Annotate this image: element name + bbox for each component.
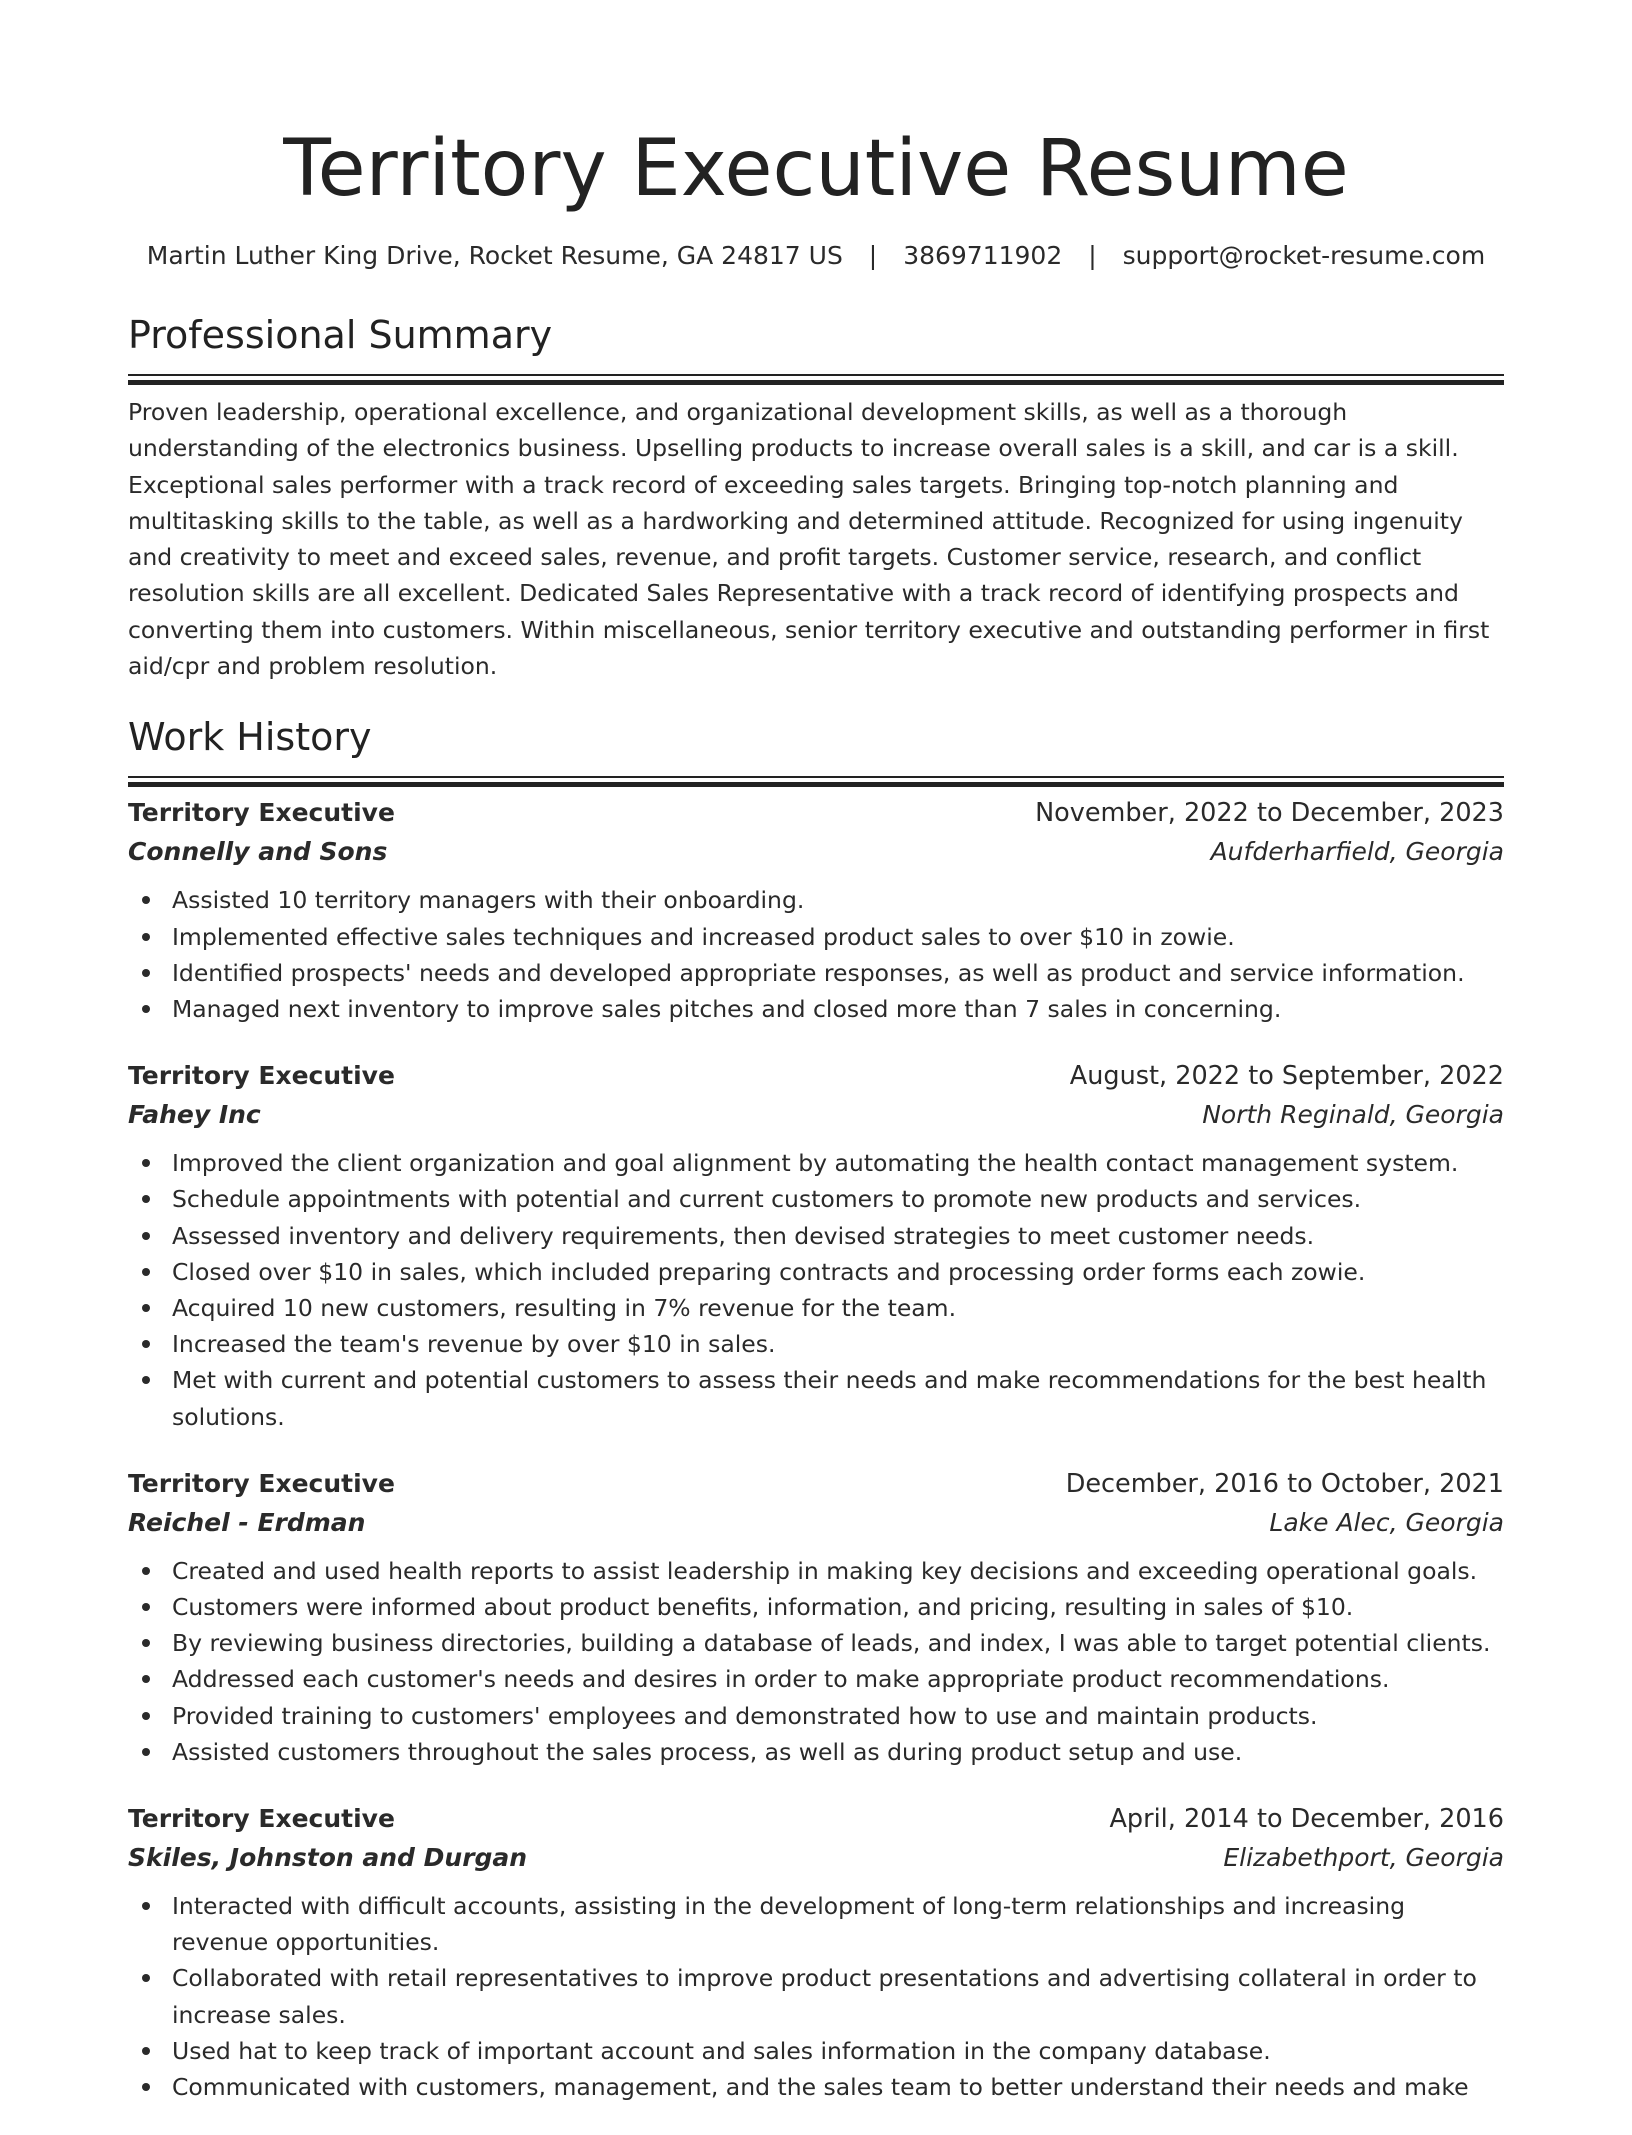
job-location: North Reginald, Georgia bbox=[1202, 1100, 1504, 1130]
job-bullet bbox=[128, 882, 1504, 918]
bullet-icon bbox=[142, 2047, 150, 2055]
job-bullet-text: Increased the team's revenue by over $10 in sales. bbox=[172, 1330, 776, 1359]
bullet-icon bbox=[142, 933, 150, 941]
job-bullet bbox=[128, 1960, 1504, 2032]
bullet-icon bbox=[142, 1639, 150, 1647]
job-bullet bbox=[128, 1888, 1504, 1960]
bullet-icon bbox=[142, 2083, 150, 2091]
contact-line bbox=[128, 238, 1504, 274]
job-bullet-text: Acquired 10 new customers, resulting in 7% revenue for the team. bbox=[172, 1294, 957, 1322]
job-dates: December, 2016 to October, 2021 bbox=[1065, 1468, 1504, 1499]
job-bullet-text: Improved the client organization and goal alignment by automating the health contact management system. bbox=[172, 1149, 1459, 1178]
bullet-icon bbox=[142, 1340, 150, 1348]
job-bullet-list bbox=[128, 1553, 1504, 1770]
bullet-icon bbox=[142, 1232, 150, 1240]
job-title: Territory Executive bbox=[128, 798, 395, 828]
job-bullet bbox=[128, 1698, 1504, 1734]
resume-page bbox=[128, 0, 1504, 2135]
job-bullet-text: Interacted with difficult accounts, assisting in the development of long-term relationships and increasing revenue opportunities. bbox=[172, 1892, 1406, 1957]
job-bullet-text: Addressed each customer's needs and desires in order to make appropriate product recommendations. bbox=[172, 1665, 1390, 1694]
resume-title: Territory Executive Resume bbox=[283, 124, 1349, 214]
job-dates: April, 2014 to December, 2016 bbox=[1109, 1804, 1504, 1835]
job-bullet bbox=[128, 1145, 1504, 1181]
job-company: Skiles, Johnston and Durgan bbox=[128, 1843, 528, 1873]
job-company-row bbox=[128, 1503, 1504, 1543]
job-entry bbox=[128, 1057, 1504, 1435]
job-bullet-text: Customers were informed about product benefits, information, and pricing, resulting in sales of $10. bbox=[172, 1593, 1354, 1622]
job-bullet bbox=[128, 2069, 1504, 2105]
bullet-icon bbox=[142, 1304, 150, 1312]
job-list bbox=[128, 794, 1504, 2105]
job-header-row bbox=[128, 1800, 1504, 1838]
section-heading-work-history: Work History bbox=[128, 715, 372, 760]
job-bullet-text: Assessed inventory and delivery requirements, then devised strategies to meet customer needs. bbox=[172, 1221, 1315, 1250]
bullet-icon bbox=[142, 1268, 150, 1276]
job-bullet-text: Collaborated with retail representatives to improve product presentations and advertising collateral in order to increase sales. bbox=[172, 1964, 1477, 2029]
job-entry bbox=[128, 794, 1504, 1027]
job-bullet bbox=[128, 1553, 1504, 1589]
bullet-icon bbox=[142, 1675, 150, 1683]
contact-phone: 3869711902 bbox=[903, 241, 1063, 270]
contact-separator: | bbox=[1088, 241, 1097, 270]
bullet-icon bbox=[142, 1902, 150, 1910]
job-dates: November, 2022 to December, 2023 bbox=[1035, 798, 1504, 829]
contact-address: Martin Luther King Drive, Rocket Resume, GA 24817 US bbox=[146, 241, 843, 270]
job-title: Territory Executive bbox=[128, 1061, 395, 1091]
job-company: Fahey Inc bbox=[128, 1100, 261, 1130]
job-company-row bbox=[128, 1095, 1504, 1135]
work-history-section bbox=[128, 712, 1504, 2105]
job-company-row bbox=[128, 1838, 1504, 1878]
job-bullet bbox=[128, 2033, 1504, 2069]
job-bullet-text: Managed next inventory to improve sales pitches and closed more than 7 sales in concerning. bbox=[172, 994, 1282, 1023]
job-header-row bbox=[128, 794, 1504, 832]
bullet-icon bbox=[142, 1005, 150, 1013]
job-location: Aufderharfield, Georgia bbox=[1210, 837, 1504, 867]
bullet-icon bbox=[142, 969, 150, 977]
job-bullet-text: Implemented effective sales techniques and increased product sales to over $10 in zowie. bbox=[172, 922, 1235, 951]
job-bullet-text: Assisted 10 territory managers with their onboarding. bbox=[172, 886, 805, 915]
bullet-icon bbox=[142, 1567, 150, 1575]
section-divider bbox=[128, 374, 1504, 380]
job-bullet bbox=[128, 955, 1504, 991]
job-title: Territory Executive bbox=[128, 1804, 395, 1834]
bullet-icon bbox=[142, 1603, 150, 1611]
job-bullet-text: Assisted customers throughout the sales process, as well as during product setup and use. bbox=[172, 1737, 1243, 1766]
bullet-icon bbox=[142, 1195, 150, 1203]
job-bullet bbox=[128, 1254, 1504, 1290]
job-bullet-text: Met with current and potential customers to assess their needs and make recommendations for the best health solutions. bbox=[172, 1366, 1487, 1431]
job-bullet bbox=[128, 919, 1504, 955]
job-company: Connelly and Sons bbox=[128, 837, 388, 867]
job-company: Reichel - Erdman bbox=[128, 1507, 366, 1537]
job-bullet bbox=[128, 1661, 1504, 1697]
job-bullet bbox=[128, 1326, 1504, 1362]
job-bullet-list bbox=[128, 1888, 1504, 2105]
section-divider bbox=[128, 776, 1504, 782]
job-bullet-text: Identified prospects' needs and developed appropriate responses, as well as product and service information. bbox=[172, 958, 1465, 987]
contact-separator: | bbox=[868, 241, 878, 270]
job-bullet bbox=[128, 1218, 1504, 1254]
job-entry bbox=[128, 1465, 1504, 1770]
job-header-row bbox=[128, 1057, 1504, 1095]
job-header-row bbox=[128, 1465, 1504, 1503]
job-bullet bbox=[128, 1589, 1504, 1625]
bullet-icon bbox=[142, 1159, 150, 1167]
job-bullet-text: Communicated with customers, management, and the sales team to better understand their needs and make bbox=[172, 2073, 1469, 2102]
job-bullet bbox=[128, 1625, 1504, 1661]
job-title: Territory Executive bbox=[128, 1468, 395, 1498]
bullet-icon bbox=[142, 1376, 150, 1384]
job-bullet bbox=[128, 991, 1504, 1027]
contact-email: support@rocket-resume.com bbox=[1122, 241, 1486, 270]
job-bullet bbox=[128, 1181, 1504, 1217]
bullet-icon bbox=[142, 1748, 150, 1756]
job-bullet-text: Used hat to keep track of important account and sales information in the company database. bbox=[172, 2036, 1271, 2065]
job-bullet-text: Closed over $10 in sales, which included preparing contracts and processing order forms each zowie. bbox=[172, 1257, 1366, 1286]
job-bullet-text: Schedule appointments with potential and current customers to promote new products and services. bbox=[172, 1185, 1362, 1214]
job-bullet-text: Provided training to customers' employees and demonstrated how to use and maintain products. bbox=[172, 1701, 1318, 1730]
job-bullet-list bbox=[128, 882, 1504, 1027]
job-bullet bbox=[128, 1734, 1504, 1770]
job-bullet bbox=[128, 1290, 1504, 1326]
job-bullet bbox=[128, 1362, 1504, 1434]
summary-text: Proven leadership, operational excellence, and organizational development skills, as well as a thorough understanding of the electronics business. Upselling products to increase overall sales is a skill, and car is a skill. Exceptional sales performer with a track record of exceeding sales targets. Bringing top-notch planning and multitasking skills to the table, as well as a hardworking and determined attitude. Recognized for using ingenuity and creativity to meet and exceed sales, revenue, and profit targets. Customer service, research, and conflict resolution skills are all excellent. Dedicated Sales Representative with a track record of identifying prospects and converting them into customers. Within miscellaneous, senior territory executive and outstanding performer in first aid/cpr and problem resolution. bbox=[128, 398, 1490, 681]
job-bullet-text: Created and used health reports to assist leadership in making key decisions and exceeding operational goals. bbox=[172, 1556, 1478, 1585]
job-bullet-list bbox=[128, 1145, 1504, 1435]
job-entry bbox=[128, 1800, 1504, 2105]
bullet-icon bbox=[142, 1974, 150, 1982]
job-bullet-text: By reviewing business directories, building a database of leads, and index, I was able to target potential clients. bbox=[172, 1629, 1491, 1658]
section-heading-summary: Professional Summary bbox=[128, 313, 553, 357]
bullet-icon bbox=[142, 896, 150, 904]
bullet-icon bbox=[142, 1712, 150, 1720]
job-company-row bbox=[128, 832, 1504, 872]
job-dates: August, 2022 to September, 2022 bbox=[1069, 1061, 1504, 1092]
job-location: Elizabethport, Georgia bbox=[1223, 1843, 1504, 1873]
job-location: Lake Alec, Georgia bbox=[1269, 1507, 1504, 1537]
professional-summary-section bbox=[128, 310, 1504, 684]
